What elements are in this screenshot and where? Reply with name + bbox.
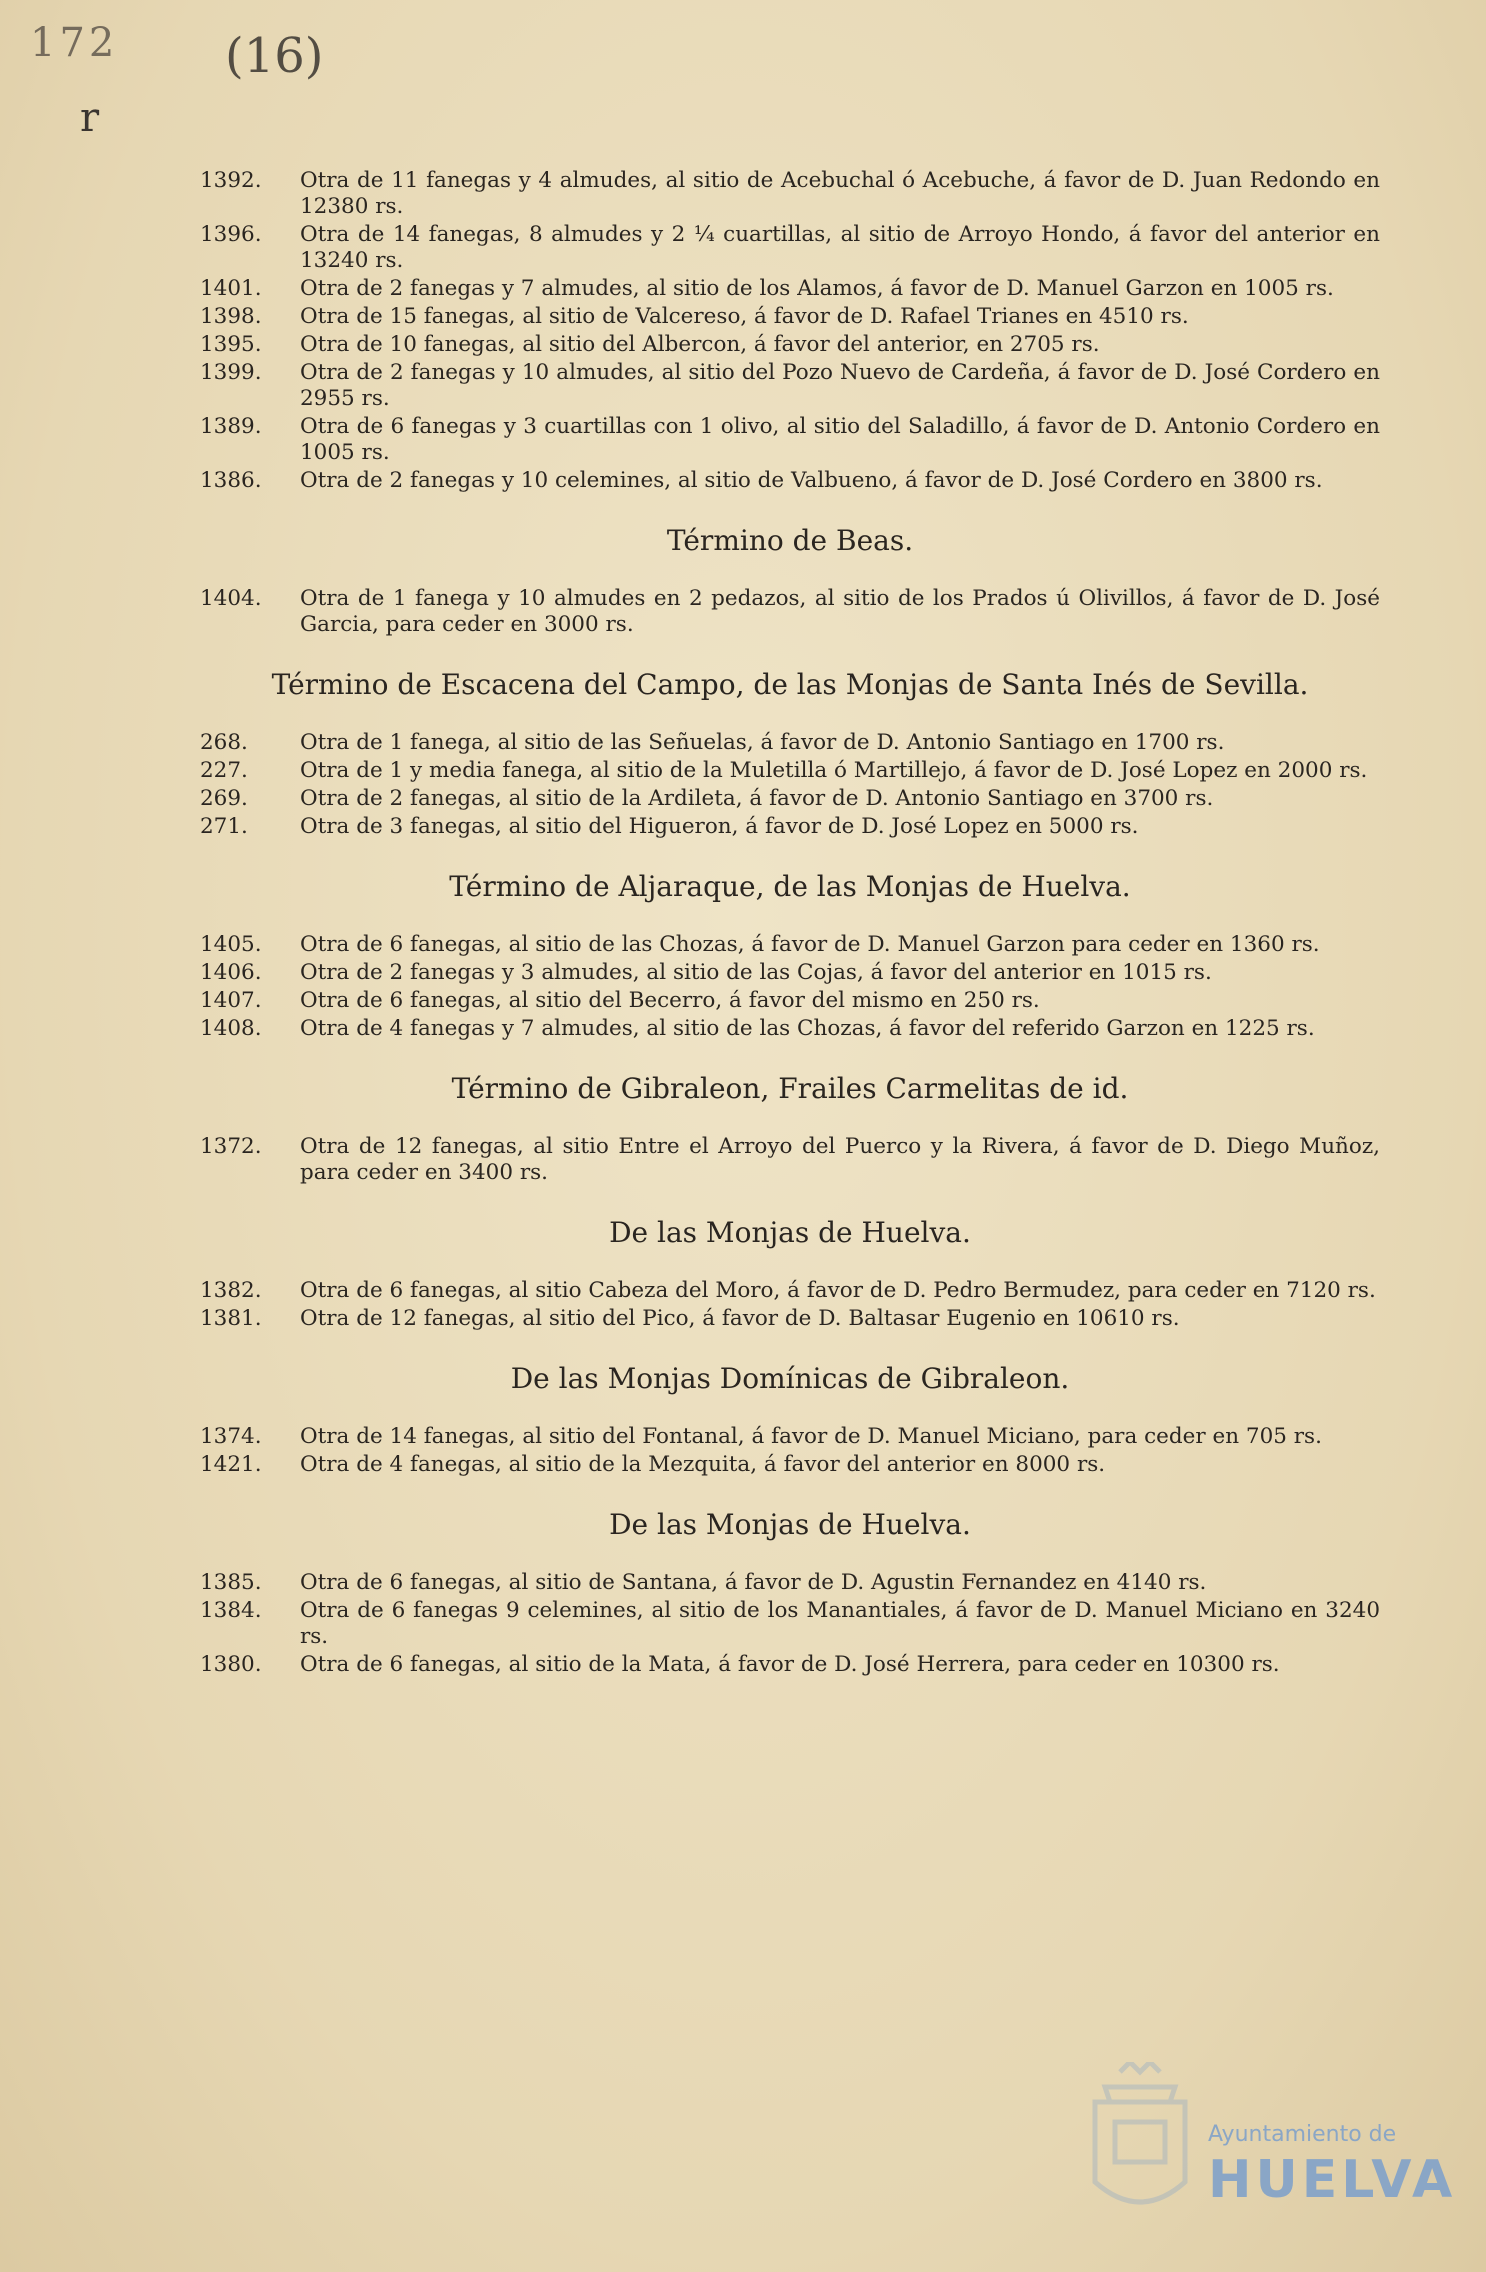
record-number: 1382. <box>200 1278 262 1303</box>
record-text: Otra de 12 fanegas, al sitio Entre el Arroyo del Puerco y la Rivera, á favor de D. Diego Muñoz, para ceder en 3400 rs. <box>300 1134 1380 1185</box>
record-entry <box>200 414 1380 466</box>
record-text: Otra de 4 fanegas, al sitio de la Mezquita, á favor del anterior en 8000 rs. <box>300 1452 1106 1477</box>
record-number: 1392. <box>200 168 262 193</box>
record-text: Otra de 6 fanegas, al sitio Cabeza del Moro, á favor de D. Pedro Bermudez, para ceder en 7120 rs. <box>300 1278 1376 1303</box>
record-number: 1395. <box>200 332 262 357</box>
record-number: 1399. <box>200 360 262 385</box>
record-entry <box>200 814 1380 840</box>
record-number: 268. <box>200 730 248 755</box>
record-text: Otra de 6 fanegas y 3 cuartillas con 1 olivo, al sitio del Saladillo, á favor de D. Antonio Cordero en 1005 rs. <box>300 414 1380 465</box>
record-entry <box>200 1016 1380 1042</box>
record-entry <box>200 304 1380 330</box>
record-text: Otra de 2 fanegas y 10 almudes, al sitio del Pozo Nuevo de Cardeña, á favor de D. José Cordero en 2955 rs. <box>300 360 1380 411</box>
record-text: Otra de 4 fanegas y 7 almudes, al sitio de las Chozas, á favor del referido Garzon en 1225 rs. <box>300 1016 1315 1041</box>
margin-mark: r <box>80 95 100 141</box>
record-entry <box>200 758 1380 784</box>
watermark-line1: Ayuntamiento de <box>1208 2122 1397 2147</box>
record-text: Otra de 11 fanegas y 4 almudes, al sitio de Acebuchal ó Acebuche, á favor de D. Juan Redondo en 12380 rs. <box>300 168 1380 219</box>
record-number: 1372. <box>200 1134 262 1159</box>
record-entry <box>200 222 1380 274</box>
record-number: 1401. <box>200 276 262 301</box>
record-text: Otra de 6 fanegas, al sitio de Santana, á favor de D. Agustin Fernandez en 4140 rs. <box>300 1570 1207 1595</box>
record-number: 1386. <box>200 468 262 493</box>
record-text: Otra de 1 fanega, al sitio de las Señuelas, á favor de D. Antonio Santiago en 1700 rs. <box>300 730 1225 755</box>
section-heading: Término de Aljaraque, de las Monjas de Huelva. <box>449 870 1131 903</box>
record-number: 1384. <box>200 1598 262 1623</box>
record-entry <box>200 1652 1380 1678</box>
record-entry <box>200 786 1380 812</box>
record-text: Otra de 1 fanega y 10 almudes en 2 pedazos, al sitio de los Prados ú Olivillos, á favor de D. José Garcia, para ceder en 3000 rs. <box>300 586 1380 637</box>
record-text: Otra de 6 fanegas, al sitio de la Mata, á favor de D. José Herrera, para ceder en 10300 rs. <box>300 1652 1280 1677</box>
record-entry <box>200 168 1380 220</box>
record-text: Otra de 2 fanegas, al sitio de la Ardileta, á favor de D. Antonio Santiago en 3700 rs. <box>300 786 1214 811</box>
record-entry <box>200 1306 1380 1332</box>
record-entry <box>200 360 1380 412</box>
corner-annotation: 172 <box>30 20 119 66</box>
record-number: 1381. <box>200 1306 262 1331</box>
record-number: 1405. <box>200 932 262 957</box>
section-heading: De las Monjas Domínicas de Gibraleon. <box>510 1362 1070 1395</box>
record-text: Otra de 2 fanegas y 7 almudes, al sitio de los Alamos, á favor de D. Manuel Garzon en 1005 rs. <box>300 276 1334 301</box>
record-entry <box>200 468 1380 494</box>
record-text: Otra de 14 fanegas, 8 almudes y 2 ¼ cuartillas, al sitio de Arroyo Hondo, á favor del anterior en 13240 rs. <box>300 222 1380 273</box>
record-entry <box>200 730 1380 756</box>
record-text: Otra de 6 fanegas, al sitio de las Chozas, á favor de D. Manuel Garzon para ceder en 1360 rs. <box>300 932 1320 957</box>
record-entry <box>200 1598 1380 1650</box>
record-number: 1396. <box>200 222 262 247</box>
section-heading: Término de Beas. <box>666 524 914 557</box>
record-entry <box>200 332 1380 358</box>
document-body <box>200 168 1380 1680</box>
record-number: 1408. <box>200 1016 262 1041</box>
record-entry <box>200 960 1380 986</box>
record-entry <box>200 932 1380 958</box>
record-number: 1385. <box>200 1570 262 1595</box>
record-text: Otra de 1 y media fanega, al sitio de la Muletilla ó Martillejo, á favor de D. José Lopez en 2000 rs. <box>300 758 1368 783</box>
section-heading: Término de Gibraleon, Frailes Carmelitas de id. <box>451 1072 1129 1105</box>
record-text: Otra de 10 fanegas, al sitio del Albercon, á favor del anterior, en 2705 rs. <box>300 332 1100 357</box>
folio-number: (16) <box>225 28 324 84</box>
record-number: 1374. <box>200 1424 262 1449</box>
record-number: 1407. <box>200 988 262 1013</box>
record-entry <box>200 988 1380 1014</box>
watermark-line2: HUELVA <box>1208 2150 1457 2210</box>
record-number: 1380. <box>200 1652 262 1677</box>
record-text: Otra de 14 fanegas, al sitio del Fontanal, á favor de D. Manuel Miciano, para ceder en 705 rs. <box>300 1424 1322 1449</box>
record-text: Otra de 6 fanegas, al sitio del Becerro, á favor del mismo en 250 rs. <box>300 988 1040 1013</box>
record-number: 1404. <box>200 586 262 611</box>
record-number: 1398. <box>200 304 262 329</box>
record-number: 1389. <box>200 414 262 439</box>
record-text: Otra de 3 fanegas, al sitio del Higueron, á favor de D. José Lopez en 5000 rs. <box>300 814 1139 839</box>
record-text: Otra de 15 fanegas, al sitio de Valcereso, á favor de D. Rafael Trianes en 4510 rs. <box>300 304 1189 329</box>
record-entry <box>200 1134 1380 1186</box>
record-number: 1421. <box>200 1452 262 1477</box>
record-entry <box>200 1570 1380 1596</box>
record-number: 271. <box>200 814 248 839</box>
record-text: Otra de 6 fanegas 9 celemines, al sitio de los Manantiales, á favor de D. Manuel Miciano en 3240 rs. <box>300 1598 1380 1649</box>
record-entry <box>200 1452 1380 1478</box>
section-heading: De las Monjas de Huelva. <box>609 1508 971 1541</box>
record-number: 1406. <box>200 960 262 985</box>
section-heading: Término de Escacena del Campo, de las Monjas de Santa Inés de Sevilla. <box>271 668 1309 701</box>
record-entry <box>200 276 1380 302</box>
record-number: 227. <box>200 758 248 783</box>
record-entry <box>200 1424 1380 1450</box>
record-text: Otra de 12 fanegas, al sitio del Pico, á favor de D. Baltasar Eugenio en 10610 rs. <box>300 1306 1180 1331</box>
record-text: Otra de 2 fanegas y 10 celemines, al sitio de Valbueno, á favor de D. José Cordero en 3800 rs. <box>300 468 1323 493</box>
record-entry <box>200 1278 1380 1304</box>
record-entry <box>200 586 1380 638</box>
record-text: Otra de 2 fanegas y 3 almudes, al sitio de las Cojas, á favor del anterior en 1015 rs. <box>300 960 1212 985</box>
record-number: 269. <box>200 786 248 811</box>
section-heading: De las Monjas de Huelva. <box>609 1216 971 1249</box>
